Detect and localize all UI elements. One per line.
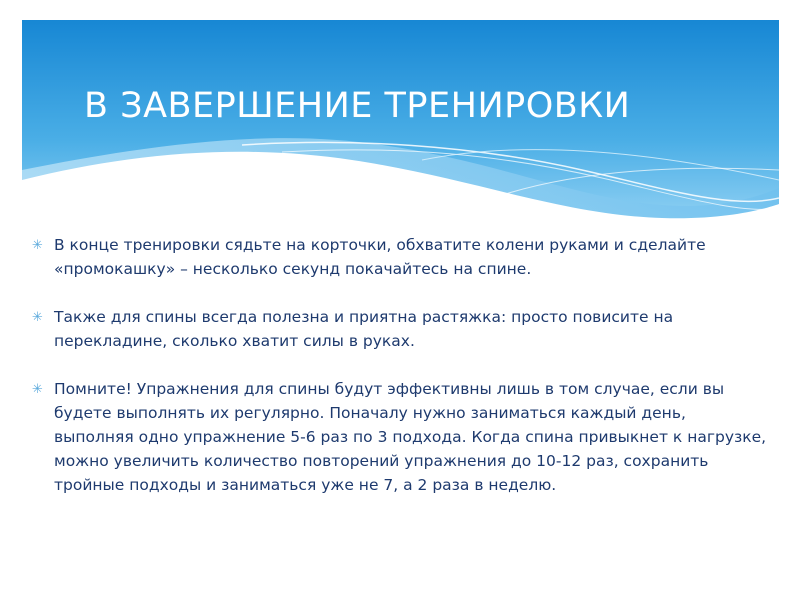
list-item [32,233,767,281]
bullet-star-icon: ✳ [32,382,43,397]
list-item [32,305,767,353]
bullet-star-icon: ✳ [32,310,43,325]
slide-title: В ЗАВЕРШЕНИЕ ТРЕНИРОВКИ [84,86,631,126]
header-banner [22,20,779,220]
list-item [32,377,767,497]
bullet-text: Также для спины всегда полезна и приятна растяжка: просто повисите на перекладине, сколько хватит силы в руках. [54,308,674,350]
bullet-star-icon: ✳ [32,238,43,253]
bullet-text: Помните! Упражнения для спины будут эффективны лишь в том случае, если вы будете выполнять их регулярно. Поначалу нужно заниматься каждый день, выполняя одно упражнение 5-6 раз по 3 подхода. Когда спина привыкнет к нагрузке, можно увеличить количество повторений упражнения до 10-12 раз, сохранить тройные подходы и заниматься уже не 7, а 2 раза в неделю. [54,380,767,494]
bullet-list [32,233,767,521]
bullet-text: В конце тренировки сядьте на корточки, обхватите колени руками и сделайте «промокашку» – несколько секунд покачайтесь на спине. [54,236,706,278]
